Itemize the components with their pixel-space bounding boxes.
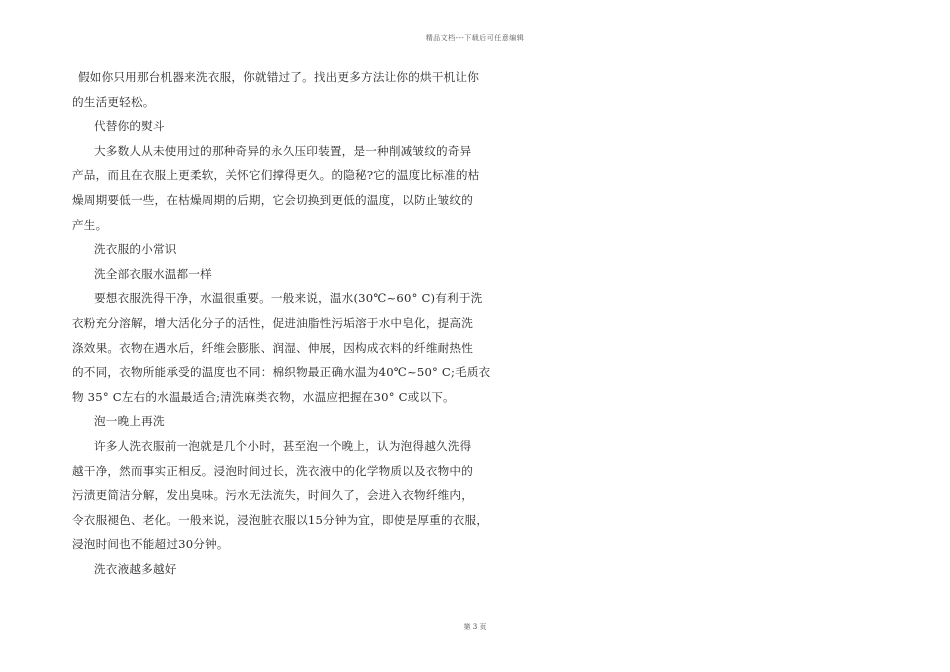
paragraph-line: 令衣服褪色、老化。一般来说，浸泡脏衣服以15分钟为宜，即使是厚重的衣服， [72, 512, 489, 527]
section-heading: 代替你的熨斗 [94, 119, 165, 134]
section-heading: 泡一晚上再洗 [94, 414, 165, 429]
paragraph-line: 大多数人从未使用过的那种奇异的永久压印装置，是一种削减皱纹的奇异 [94, 143, 472, 158]
section-heading: 洗衣液越多越好 [94, 561, 177, 576]
page-number: 第 3 页 [463, 623, 487, 631]
paragraph-line: 物 35° C左右的水温最适合;清洗麻类衣物，水温应把握在30° C或以下。 [72, 389, 455, 404]
paragraph-line: 产生。 [72, 217, 108, 232]
paragraph-line: 浸泡时间也不能超过30分钟。 [72, 537, 229, 552]
paragraph-line: 燥周期要低一些，在枯燥周期的后期，它会切换到更低的温度，以防止皱纹的 [72, 192, 473, 207]
document-body [72, 65, 491, 581]
paragraph-line: 要想衣服洗得干净，水温很重要。一般来说，温水(30℃~60° C)有利于洗 [94, 291, 483, 306]
section-heading: 洗全部衣服水温都一样 [94, 266, 212, 281]
paragraph-line: 污渍更简洁分解，发出臭味。污水无法流失，时间久了，会进入衣物纤维内， [72, 488, 473, 503]
paragraph-line: 涤效果。衣物在遇水后，纤维会膨胀、润湿、伸展，因构成衣料的纤维耐热性 [72, 340, 473, 355]
header-note: 精品文档---下载后可任意编辑 [425, 34, 525, 42]
paragraph-line: 的不同，衣物所能承受的温度也不同：棉织物最正确水温为40℃~50° C;毛质衣 [72, 365, 491, 380]
paragraph-line: 越干净，然而事实正相反。浸泡时间过长，洗衣液中的化学物质以及衣物中的 [72, 463, 473, 478]
paragraph-line: 许多人洗衣服前一泡就是几个小时，甚至泡一个晚上，认为泡得越久洗得 [94, 438, 472, 453]
paragraph-line: 衣粉充分溶解，增大活化分子的活性，促进油脂性污垢溶于水中皂化，提高洗 [72, 315, 473, 330]
paragraph-line: 假如你只用那台机器来洗衣服，你就错过了。找出更多方法让你的烘干机让你 [78, 70, 479, 84]
paragraph-line: 产品，而且在衣服上更柔软，关怀它们撑得更久。的隐秘?它的温度比标准的枯 [72, 168, 480, 183]
section-heading: 洗衣服的小常识 [94, 242, 177, 257]
paragraph-line: 的生活更轻松。 [72, 94, 155, 109]
